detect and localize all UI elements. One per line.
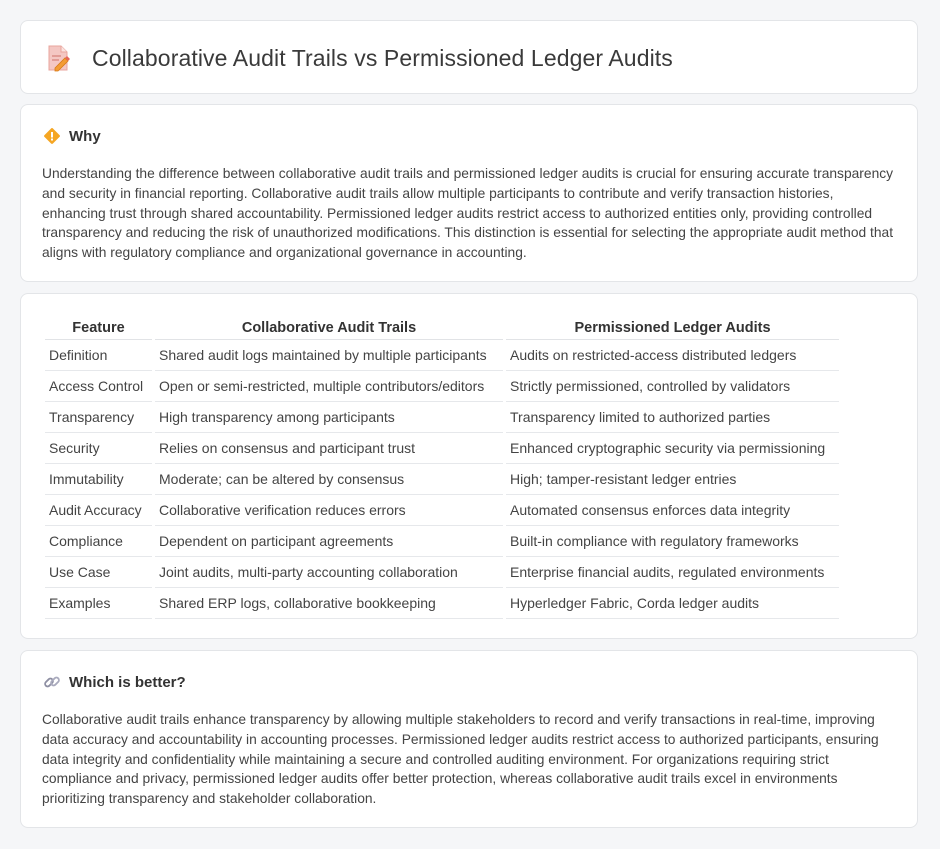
feature-cell: Audit Accuracy bbox=[45, 495, 152, 526]
why-text: Understanding the difference between collaborative audit trails and permissioned ledger audits is crucial for ensuring accurate transparency and security in financial reporting. Collaborative audit trails allow multiple participants to contribute and verify transaction histories, enhancing trust through shared accountability. Permissioned ledger audits restrict access to authorized entities only, providing controlled transparency and reducing the risk of unauthorized modifications. This distinction is essential for selecting the appropriate audit method that aligns with regulatory compliance and organizational governance in accounting. bbox=[42, 166, 894, 261]
header-collaborative: Collaborative Audit Trails bbox=[155, 316, 503, 340]
collaborative-cell: Dependent on participant agreements bbox=[155, 526, 503, 557]
feature-cell: Security bbox=[45, 433, 152, 464]
table-row bbox=[45, 526, 839, 557]
table-row bbox=[45, 371, 839, 402]
link-icon bbox=[43, 673, 61, 691]
table-row bbox=[45, 402, 839, 433]
feature-cell: Transparency bbox=[45, 402, 152, 433]
collaborative-cell: Open or semi-restricted, multiple contributors/editors bbox=[155, 371, 503, 402]
permissioned-cell: Enhanced cryptographic security via permissioning bbox=[506, 433, 839, 464]
diamond-warning-icon bbox=[43, 127, 61, 145]
feature-cell: Definition bbox=[45, 340, 152, 371]
permissioned-cell: Hyperledger Fabric, Corda ledger audits bbox=[506, 588, 839, 619]
why-header bbox=[43, 127, 101, 145]
better-text: Collaborative audit trails enhance transparency by allowing multiple stakeholders to record and verify transactions in real-time, improving data accuracy and accountability in accounting processes. Permissioned ledger audits restrict access to authorized participants, ensuring data integrity and confidentiality while maintaining a secure and controlled auditing environment. For organizations requiring strict compliance and privacy, permissioned ledger audits offer better protection, whereas collaborative audit trails excel in environments prioritizing transparency and stakeholder collaboration. bbox=[42, 712, 879, 807]
collaborative-cell: Joint audits, multi-party accounting collaboration bbox=[155, 557, 503, 588]
permissioned-cell: Audits on restricted-access distributed ledgers bbox=[506, 340, 839, 371]
collaborative-cell: Relies on consensus and participant trust bbox=[155, 433, 503, 464]
header-permissioned: Permissioned Ledger Audits bbox=[506, 316, 839, 340]
better-card bbox=[20, 650, 918, 828]
permissioned-cell: Built-in compliance with regulatory frameworks bbox=[506, 526, 839, 557]
collaborative-cell: Moderate; can be altered by consensus bbox=[155, 464, 503, 495]
permissioned-cell: Enterprise financial audits, regulated environments bbox=[506, 557, 839, 588]
table-header-row bbox=[45, 316, 839, 340]
table-row bbox=[45, 340, 839, 371]
comparison-table bbox=[42, 316, 842, 619]
why-card bbox=[20, 104, 918, 282]
comparison-card bbox=[20, 293, 918, 639]
table-row bbox=[45, 588, 839, 619]
header-feature: Feature bbox=[45, 316, 152, 340]
feature-cell: Compliance bbox=[45, 526, 152, 557]
collaborative-cell: High transparency among participants bbox=[155, 402, 503, 433]
feature-cell: Examples bbox=[45, 588, 152, 619]
permissioned-cell: High; tamper-resistant ledger entries bbox=[506, 464, 839, 495]
collaborative-cell: Shared audit logs maintained by multiple participants bbox=[155, 340, 503, 371]
feature-cell: Use Case bbox=[45, 557, 152, 588]
why-heading: Why bbox=[69, 127, 101, 145]
table-row bbox=[45, 464, 839, 495]
table-row bbox=[45, 433, 839, 464]
permissioned-cell: Automated consensus enforces data integrity bbox=[506, 495, 839, 526]
permissioned-cell: Transparency limited to authorized parties bbox=[506, 402, 839, 433]
page-title: Collaborative Audit Trails vs Permissioned Ledger Audits bbox=[92, 44, 673, 71]
table-row bbox=[45, 557, 839, 588]
better-heading: Which is better? bbox=[69, 673, 186, 691]
document-pencil-icon bbox=[46, 44, 70, 72]
feature-cell: Access Control bbox=[45, 371, 152, 402]
feature-cell: Immutability bbox=[45, 464, 152, 495]
title-row bbox=[46, 44, 673, 72]
table-row bbox=[45, 495, 839, 526]
collaborative-cell: Collaborative verification reduces errors bbox=[155, 495, 503, 526]
permissioned-cell: Strictly permissioned, controlled by validators bbox=[506, 371, 839, 402]
better-header bbox=[43, 673, 186, 691]
title-card bbox=[20, 20, 918, 94]
collaborative-cell: Shared ERP logs, collaborative bookkeeping bbox=[155, 588, 503, 619]
